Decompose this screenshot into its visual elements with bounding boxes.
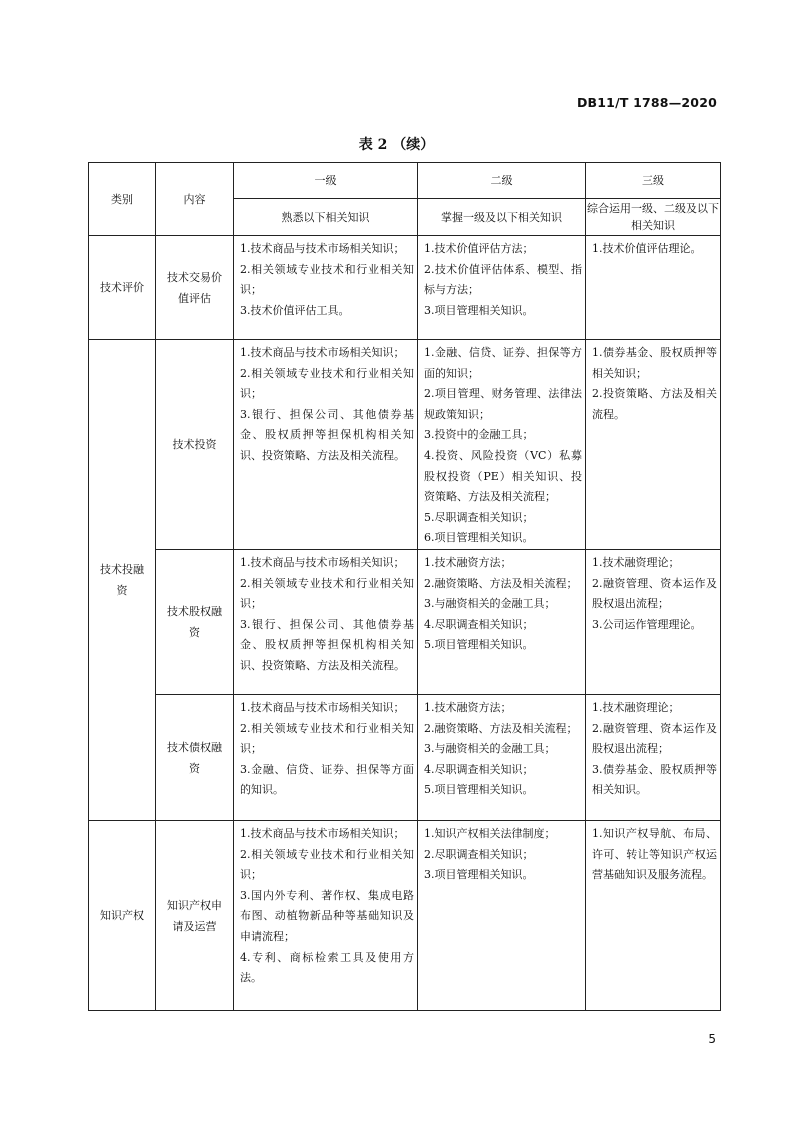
list-item: 4.投资、风险投资（VC）私募股权投资（PE）相关知识、投资策略、方法及相关流程； bbox=[424, 448, 582, 504]
list-item: 3.技术价值评估工具。 bbox=[240, 303, 350, 317]
header-content: 内容 bbox=[156, 163, 234, 236]
list-item: 3.投资中的金融工具； bbox=[424, 428, 534, 442]
category-cell: 技术投融资 bbox=[89, 340, 156, 821]
level2-cell bbox=[418, 695, 586, 821]
level2-cell bbox=[418, 340, 586, 550]
content-cell: 知识产权申请及运营 bbox=[156, 821, 234, 1011]
list-item: 3.与融资相关的金融工具； bbox=[424, 597, 556, 611]
category-cell: 技术评价 bbox=[89, 236, 156, 340]
header-level3: 三级 bbox=[586, 163, 721, 199]
list-item: 5.项目管理相关知识。 bbox=[424, 783, 534, 797]
header-level1: 一级 bbox=[234, 163, 418, 199]
list-item: 4.尽职调查相关知识； bbox=[424, 762, 534, 776]
level1-cell bbox=[234, 236, 418, 340]
list-item: 1.技术商品与技术市场相关知识； bbox=[240, 346, 405, 359]
table-title: 表 2 （续） bbox=[358, 137, 435, 153]
table-row bbox=[89, 340, 721, 550]
level3-cell bbox=[586, 236, 721, 340]
list-item: 3.银行、担保公司、其他债券基金、股权质押等担保机构相关知识、投资策略、方法及相关流程。 bbox=[240, 617, 414, 672]
list-item: 2.投资策略、方法及相关流程。 bbox=[592, 387, 717, 421]
level3-cell bbox=[586, 340, 721, 550]
list-item: 6.项目管理相关知识。 bbox=[424, 531, 534, 545]
list-item: 3.项目管理相关知识。 bbox=[424, 868, 534, 882]
list-item: 3.国内外专利、著作权、集成电路布图、动植物新品种等基础知识及申请流程； bbox=[240, 888, 414, 943]
list-item: 1.债券基金、股权质押等相关知识； bbox=[592, 346, 717, 380]
list-item: 2.尽职调查相关知识； bbox=[424, 847, 534, 861]
level1-cell bbox=[234, 821, 418, 1011]
level2-cell bbox=[418, 236, 586, 340]
list-item: 1.知识产权相关法律制度； bbox=[424, 827, 556, 840]
category-cell: 知识产权 bbox=[89, 821, 156, 1011]
level2-cell bbox=[418, 550, 586, 695]
page-number: 5 bbox=[708, 1032, 716, 1046]
list-item: 3.金融、信贷、证券、担保等方面的知识。 bbox=[240, 762, 414, 797]
list-item: 1.技术融资方法； bbox=[424, 701, 512, 714]
list-item: 2.相关领域专业技术和行业相关知识； bbox=[240, 262, 414, 297]
table-row bbox=[89, 821, 721, 1011]
list-item: 3.银行、担保公司、其他债券基金、股权质押等担保机构相关知识、投资策略、方法及相关流程。 bbox=[240, 407, 414, 462]
header-category: 类别 bbox=[89, 163, 156, 236]
list-item: 1.技术价值评估理论。 bbox=[592, 242, 702, 255]
level1-cell bbox=[234, 340, 418, 550]
list-item: 2.融资策略、方法及相关流程； bbox=[424, 721, 578, 735]
list-item: 5.尽职调查相关知识； bbox=[424, 510, 534, 524]
list-item: 3.项目管理相关知识。 bbox=[424, 303, 534, 317]
content-cell: 技术交易价值评估 bbox=[156, 236, 234, 340]
level2-cell bbox=[418, 821, 586, 1011]
document-code: DB11/T 1788—2020 bbox=[576, 95, 717, 110]
list-item: 1.技术融资理论； bbox=[592, 556, 680, 569]
list-item: 2.相关领域专业技术和行业相关知识； bbox=[240, 721, 414, 756]
table-row bbox=[89, 236, 721, 340]
level3-cell bbox=[586, 550, 721, 695]
content-cell: 技术投资 bbox=[156, 340, 234, 550]
list-item: 2.相关领域专业技术和行业相关知识； bbox=[240, 847, 414, 882]
list-item: 3.与融资相关的金融工具； bbox=[424, 742, 556, 756]
list-item: 2.相关领域专业技术和行业相关知识； bbox=[240, 366, 414, 401]
list-item: 1.技术融资方法； bbox=[424, 556, 512, 569]
list-item: 2.融资管理、资本运作及股权退出流程； bbox=[592, 576, 717, 611]
content-cell: 技术股权融资 bbox=[156, 550, 234, 695]
knowledge-table bbox=[88, 162, 721, 1011]
list-item: 1.技术商品与技术市场相关知识； bbox=[240, 242, 405, 255]
level3-cell bbox=[586, 695, 721, 821]
content-cell: 技术债权融资 bbox=[156, 695, 234, 821]
list-item: 1.技术价值评估方法； bbox=[424, 242, 534, 255]
list-item: 1.技术商品与技术市场相关知识； bbox=[240, 827, 405, 840]
level1-cell bbox=[234, 695, 418, 821]
list-item: 2.融资管理、资本运作及股权退出流程； bbox=[592, 721, 717, 756]
header-level1-sub: 熟悉以下相关知识 bbox=[234, 199, 418, 236]
list-item: 3.公司运作管理理论。 bbox=[592, 617, 702, 631]
header-level2-sub: 掌握一级及以下相关知识 bbox=[418, 199, 586, 236]
list-item: 5.项目管理相关知识。 bbox=[424, 638, 534, 652]
list-item: 1.知识产权导航、布局、许可、转让等知识产权运营基础知识及服务流程。 bbox=[592, 827, 717, 882]
level3-cell bbox=[586, 821, 721, 1011]
table-row bbox=[89, 550, 721, 695]
list-item: 2.相关领域专业技术和行业相关知识； bbox=[240, 576, 414, 611]
list-item: 1.技术融资理论； bbox=[592, 701, 680, 714]
list-item: 4.尽职调查相关知识； bbox=[424, 617, 534, 631]
header-level3-sub: 综合运用一级、二级及以下相关知识 bbox=[586, 199, 721, 236]
list-item: 1.技术商品与技术市场相关知识； bbox=[240, 556, 405, 569]
table-row bbox=[89, 695, 721, 821]
level1-cell bbox=[234, 550, 418, 695]
list-item: 2.技术价值评估体系、模型、指标与方法； bbox=[424, 262, 582, 297]
list-item: 3.债券基金、股权质押等相关知识。 bbox=[592, 762, 717, 797]
list-item: 1.技术商品与技术市场相关知识； bbox=[240, 701, 405, 714]
list-item: 2.融资策略、方法及相关流程； bbox=[424, 576, 578, 590]
list-item: 4.专利、商标检索工具及使用方法。 bbox=[240, 950, 414, 985]
header-level2: 二级 bbox=[418, 163, 586, 199]
list-item: 2.项目管理、财务管理、法律法规政策知识； bbox=[424, 387, 582, 421]
list-item: 1.金融、信贷、证券、担保等方面的知识； bbox=[424, 346, 582, 380]
